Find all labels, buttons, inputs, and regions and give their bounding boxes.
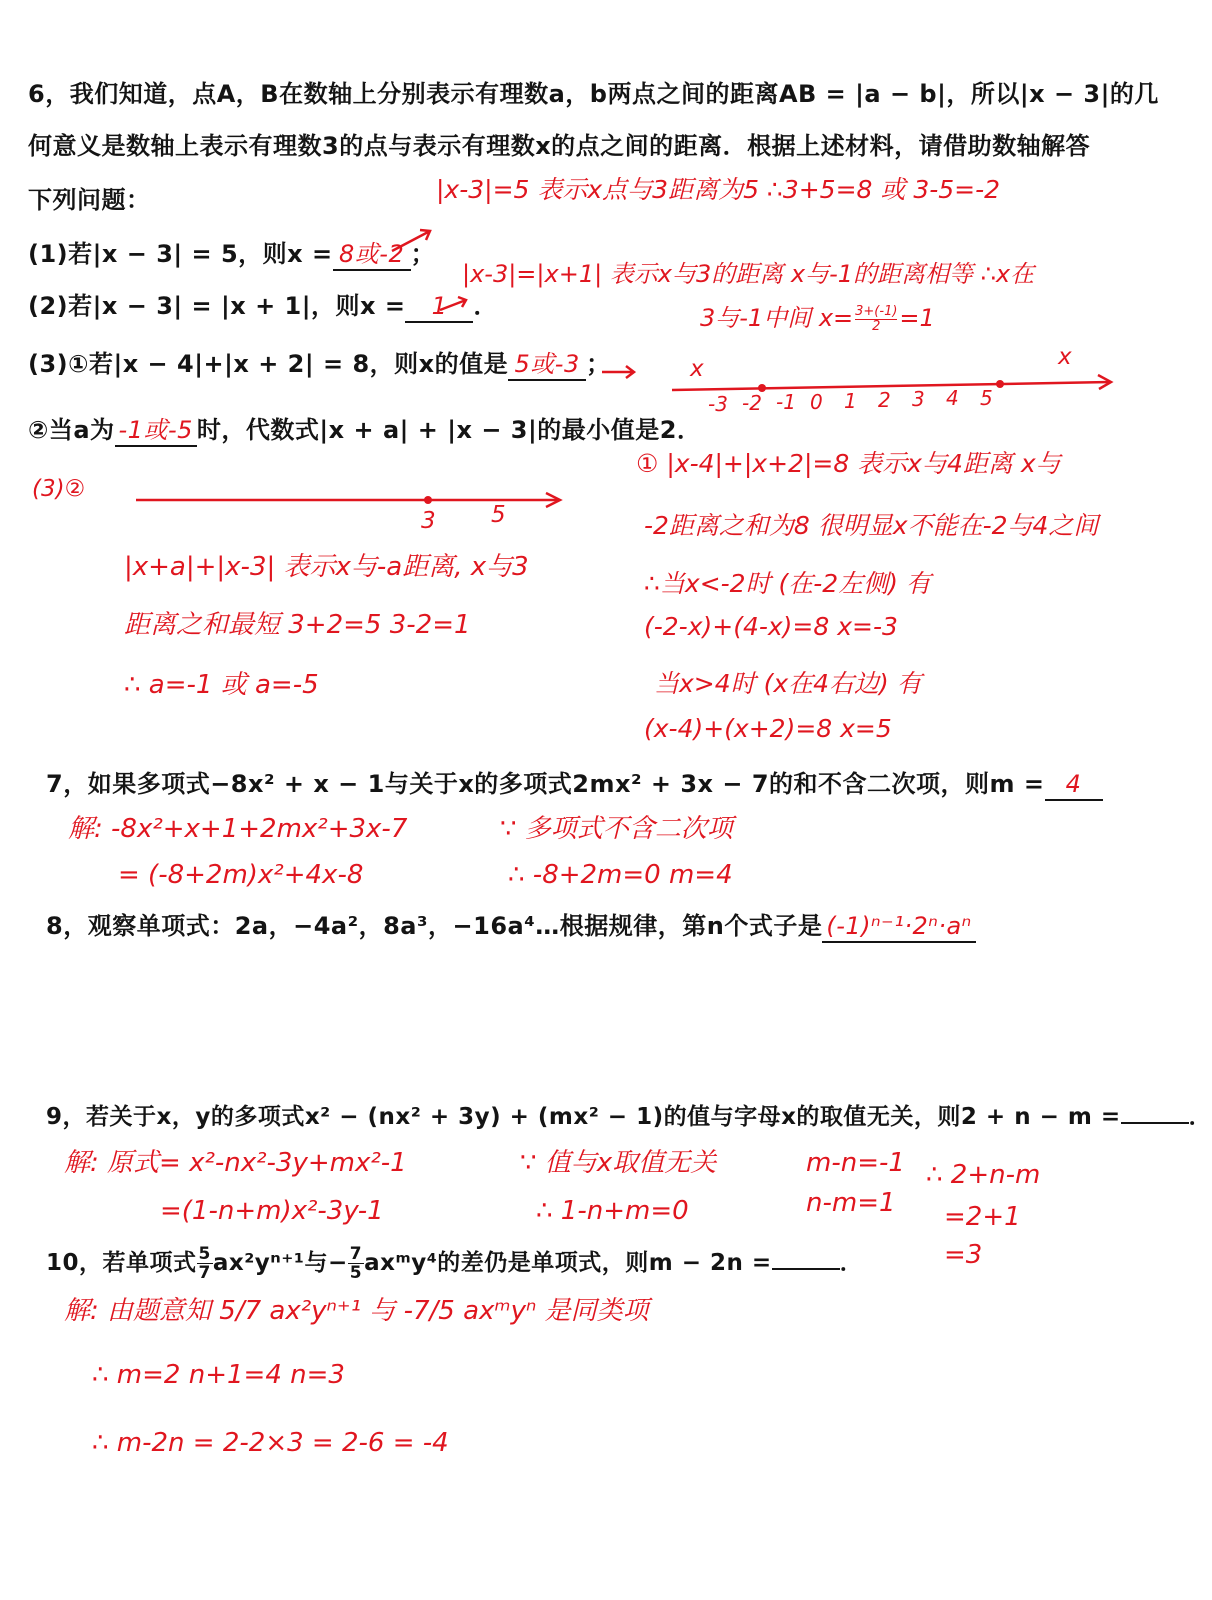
axis1-x-label-left: x bbox=[690, 356, 704, 382]
q2-fraction-den: 2 bbox=[872, 318, 881, 334]
q2-handwritten-note-line2 bbox=[700, 298, 935, 334]
q3-1-end: ； bbox=[586, 350, 611, 378]
p10-mono1: ax²yⁿ⁺¹与− bbox=[212, 1250, 348, 1276]
q2-handwritten-note-line1: |x-3|=|x+1| 表示x与3的距离 x与-1的距离相等 ∴x在 bbox=[462, 260, 1035, 288]
q2-text: (2)若|x − 3| = |x + 1|，则x = bbox=[28, 292, 406, 320]
number-line-1 bbox=[662, 360, 1122, 420]
p9-work-line-9: =3 bbox=[944, 1240, 983, 1270]
p10-frac1-den: 7 bbox=[198, 1263, 211, 1283]
p6-question-2 bbox=[28, 286, 498, 323]
q1-text: (1)若|x − 3| = 5，则x = bbox=[28, 240, 333, 268]
p6-question-3-2 bbox=[28, 410, 701, 447]
q3-2-work-line-1: |x+a|+|x-3| 表示x与-a距离, x与3 bbox=[124, 552, 529, 582]
q1-answer: 8或-2 bbox=[333, 239, 411, 271]
q1-arrow bbox=[390, 225, 440, 255]
axis1-tick-label: 5 bbox=[980, 385, 993, 410]
q3-2-label: (3)② bbox=[32, 476, 86, 502]
p10-frac2-den: 5 bbox=[349, 1263, 363, 1283]
p9-answer-blank bbox=[1121, 1122, 1189, 1124]
p10-fraction-1 bbox=[197, 1245, 213, 1282]
q3-1-work-line-4: (-2-x)+(4-x)=8 x=-3 bbox=[644, 612, 898, 641]
q2-end: ． bbox=[473, 292, 498, 320]
p9-work-line-6: n-m=1 bbox=[806, 1188, 896, 1218]
axis2-tick-3: 3 bbox=[421, 508, 436, 534]
p6-intro-line1: 6，我们知道，点A，B在数轴上分别表示有理数a，b两点之间的距离AB = |a − b|，所以|x − 3|的几 bbox=[28, 80, 1159, 108]
q3-1-answer: 5或-3 bbox=[508, 349, 586, 381]
q3-arrow bbox=[600, 362, 640, 382]
p7-work-line-1: 解: -8x²+x+1+2mx²+3x-7 bbox=[68, 814, 408, 844]
p9-work-line-4: ∴ 1-n+m=0 bbox=[536, 1196, 689, 1226]
axis1-x-label-right: x bbox=[1058, 344, 1072, 370]
p9-work-line-8: =2+1 bbox=[944, 1202, 1021, 1232]
q3-2-answer: -1或-5 bbox=[115, 415, 197, 447]
p8-text: 8，观察单项式：2a，−4a²，8a³，−16a⁴…根据规律，第n个式子是 bbox=[46, 912, 823, 940]
q3-1-text: (3)①若|x − 4|+|x + 2| = 8，则x的值是 bbox=[28, 350, 509, 378]
q3-1-work-line-3: ∴当x<-2时 (在-2左侧) 有 bbox=[644, 569, 931, 598]
q2-note-text: 3与-1中间 x= bbox=[700, 304, 854, 332]
q3-1-work-line-2: -2距离之和为8 很明显x不能在-2与4之间 bbox=[644, 511, 1099, 540]
axis2-tick-5: 5 bbox=[491, 502, 506, 528]
q3-1-work-line-6: (x-4)+(x+2)=8 x=5 bbox=[644, 714, 892, 743]
q2-fraction bbox=[855, 305, 897, 334]
p6-intro-line3: 下列问题： bbox=[28, 186, 151, 214]
axis1-tick-label: -3 bbox=[708, 392, 728, 416]
p8-question bbox=[46, 906, 976, 943]
p10-prefix: 10，若单项式 bbox=[46, 1250, 197, 1276]
p9-work-line-7: ∴ 2+n-m bbox=[926, 1160, 1041, 1190]
p6-question-1 bbox=[28, 234, 435, 271]
p7-answer: 4 bbox=[1045, 769, 1103, 801]
p6-question-3-1 bbox=[28, 344, 611, 381]
q3-2-work-line-3: ∴ a=-1 或 a=-5 bbox=[124, 670, 319, 700]
q3-2-prefix: ②当a为 bbox=[28, 416, 115, 444]
p6-intro-line2: 何意义是数轴上表示有理数3的点与表示有理数x的点之间的距离．根据上述材料，请借助数轴解答 bbox=[28, 132, 1091, 160]
p10-question bbox=[46, 1244, 863, 1282]
axis1-tick-label: 2 bbox=[878, 388, 891, 412]
axis1-tick-label: -2 bbox=[742, 391, 762, 416]
p9-end: ． bbox=[1188, 1104, 1212, 1130]
p8-answer: (-1)ⁿ⁻¹·2ⁿ·aⁿ bbox=[822, 911, 975, 943]
p9-work-line-1: 解: 原式= x²-nx²-3y+mx²-1 bbox=[64, 1148, 407, 1178]
q3-2-suffix: 时，代数式|x + a| + |x − 3|的最小值是2． bbox=[196, 416, 702, 444]
q1-handwritten-note: |x-3|=5 表示x点与3距离为5 ∴3+5=8 或 3-5=-2 bbox=[436, 175, 1001, 204]
axis1-tick-label: 4 bbox=[946, 386, 959, 411]
axis1-tick-label: 3 bbox=[912, 387, 925, 412]
p7-text: 7，如果多项式−8x² + x − 1与关于x的多项式2mx² + 3x − 7的和不含二次项，则m = bbox=[46, 770, 1045, 798]
p7-work-line-4: ∴ -8+2m=0 m=4 bbox=[508, 860, 733, 890]
p7-question bbox=[46, 764, 1103, 801]
axis1-tick-label: 0 bbox=[810, 389, 823, 414]
p10-fraction-2 bbox=[348, 1245, 364, 1282]
q2-note-end: =1 bbox=[899, 304, 935, 332]
q1-end: ； bbox=[410, 240, 436, 268]
p9-work-line-5: m-n=-1 bbox=[806, 1148, 905, 1178]
q3-2-work-line-2: 距离之和最短 3+2=5 3-2=1 bbox=[124, 610, 471, 640]
p10-end: ． bbox=[839, 1250, 864, 1276]
p10-mono2: axᵐy⁴的差仍是单项式，则m − 2n = bbox=[364, 1250, 772, 1276]
p7-work-line-3: ∵ 多项式不含二次项 bbox=[500, 814, 733, 844]
p9-text: 9，若关于x，y的多项式x² − (nx² + 3y) + (mx² − 1)的值与字母x的取值无关，则2 + n − m = bbox=[46, 1104, 1121, 1130]
p9-work-line-3: ∵ 值与x取值无关 bbox=[520, 1148, 717, 1178]
q2-arrow bbox=[438, 292, 472, 314]
p7-work-line-2: = (-8+2m)x²+4x-8 bbox=[118, 860, 364, 890]
p10-work-line-1: 解: 由题意知 5/7 ax²yⁿ⁺¹ 与 -7/5 axᵐyⁿ 是同类项 bbox=[64, 1296, 649, 1326]
p10-work-line-2: ∴ m=2 n+1=4 n=3 bbox=[92, 1360, 345, 1390]
p10-work-line-3: ∴ m-2n = 2-2×3 = 2-6 = -4 bbox=[92, 1428, 449, 1458]
axis1-tick-label: -1 bbox=[776, 390, 796, 415]
p10-answer-blank bbox=[772, 1268, 840, 1270]
p9-question bbox=[46, 1098, 1212, 1131]
p9-work-line-2: =(1-n+m)x²-3y-1 bbox=[160, 1196, 384, 1226]
p10-frac2-num: 7 bbox=[349, 1244, 363, 1264]
q2-fraction-num: 3+(-1) bbox=[855, 303, 898, 319]
q3-1-work-line-5: 当x>4时 (x在4右边) 有 bbox=[654, 669, 922, 698]
p10-frac1-num: 5 bbox=[198, 1244, 211, 1264]
q2-answer: 1 bbox=[405, 291, 473, 323]
axis1-tick-label: 1 bbox=[844, 388, 857, 413]
q3-1-work-line-1: ① |x-4|+|x+2|=8 表示x与4距离 x与 bbox=[636, 449, 1061, 478]
